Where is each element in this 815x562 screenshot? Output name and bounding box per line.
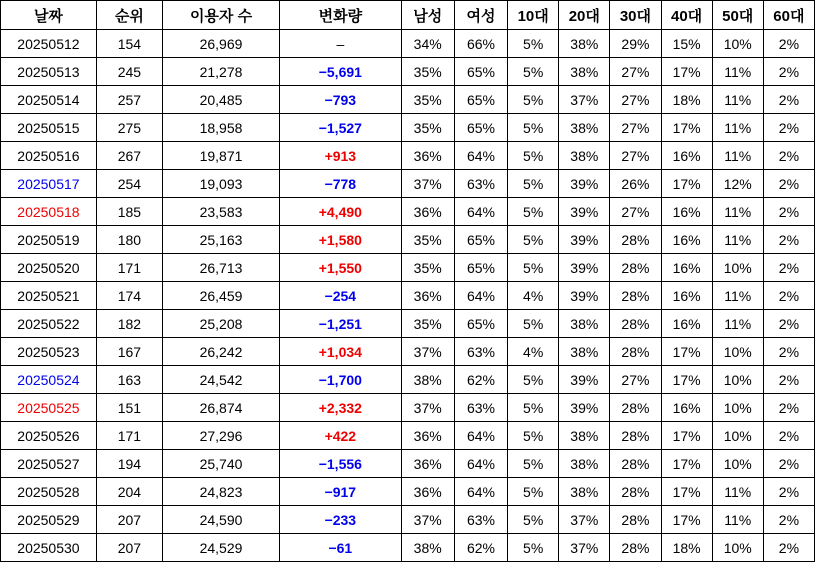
cell-male: 35% [401,226,454,254]
cell-age-60s: 2% [763,142,814,170]
cell-age-60s: 2% [763,114,814,142]
cell-age-30s: 28% [610,338,661,366]
table-row [1,170,815,198]
cell-age-60s: 2% [763,478,814,506]
cell-rank: 171 [96,254,162,282]
cell-change: −793 [280,86,401,114]
cell-age-50s: 11% [712,478,763,506]
table-row [1,282,815,310]
cell-female: 64% [454,142,507,170]
table-row [1,226,815,254]
cell-date: 20250522 [1,310,97,338]
cell-age-60s: 2% [763,338,814,366]
cell-age-60s: 2% [763,422,814,450]
cell-age-30s: 29% [610,30,661,58]
cell-users: 23,583 [162,198,279,226]
cell-age-50s: 11% [712,86,763,114]
cell-age-50s: 10% [712,534,763,562]
column-header-date: 날짜 [1,1,97,30]
cell-age-10s: 5% [508,534,559,562]
cell-age-30s: 27% [610,142,661,170]
cell-change: +913 [280,142,401,170]
cell-age-40s: 17% [661,366,712,394]
cell-age-20s: 37% [559,534,610,562]
cell-age-30s: 28% [610,394,661,422]
cell-age-30s: 26% [610,170,661,198]
cell-rank: 194 [96,450,162,478]
table-row [1,534,815,562]
cell-male: 35% [401,310,454,338]
cell-age-50s: 10% [712,366,763,394]
cell-age-30s: 28% [610,282,661,310]
cell-change: −1,700 [280,366,401,394]
cell-users: 25,740 [162,450,279,478]
cell-users: 26,969 [162,30,279,58]
column-header-age-60s: 60대 [763,1,814,30]
cell-change: −5,691 [280,58,401,86]
table-row [1,198,815,226]
cell-age-20s: 38% [559,142,610,170]
cell-age-30s: 27% [610,198,661,226]
cell-age-10s: 5% [508,58,559,86]
cell-male: 36% [401,198,454,226]
cell-female: 63% [454,506,507,534]
cell-date: 20250528 [1,478,97,506]
cell-age-10s: 4% [508,282,559,310]
cell-age-10s: 5% [508,310,559,338]
cell-age-60s: 2% [763,282,814,310]
cell-male: 37% [401,506,454,534]
cell-date: 20250513 [1,58,97,86]
cell-age-50s: 11% [712,198,763,226]
cell-change: −778 [280,170,401,198]
cell-age-10s: 5% [508,198,559,226]
cell-female: 64% [454,282,507,310]
cell-age-60s: 2% [763,506,814,534]
cell-age-40s: 16% [661,310,712,338]
cell-date: 20250520 [1,254,97,282]
cell-rank: 171 [96,422,162,450]
cell-date: 20250527 [1,450,97,478]
cell-female: 65% [454,114,507,142]
cell-age-10s: 5% [508,142,559,170]
cell-age-20s: 37% [559,506,610,534]
cell-male: 37% [401,394,454,422]
cell-age-10s: 5% [508,86,559,114]
cell-female: 64% [454,198,507,226]
table-row [1,394,815,422]
cell-age-40s: 18% [661,86,712,114]
cell-date: 20250517 [1,170,97,198]
cell-age-50s: 10% [712,394,763,422]
cell-rank: 185 [96,198,162,226]
cell-rank: 174 [96,282,162,310]
cell-age-30s: 28% [610,478,661,506]
cell-age-40s: 16% [661,198,712,226]
cell-age-40s: 16% [661,282,712,310]
cell-rank: 257 [96,86,162,114]
cell-users: 20,485 [162,86,279,114]
cell-male: 36% [401,282,454,310]
cell-change: +1,034 [280,338,401,366]
table-row [1,422,815,450]
cell-age-20s: 38% [559,422,610,450]
cell-female: 65% [454,254,507,282]
cell-male: 36% [401,478,454,506]
cell-users: 24,529 [162,534,279,562]
cell-age-60s: 2% [763,254,814,282]
cell-date: 20250519 [1,226,97,254]
cell-age-50s: 11% [712,142,763,170]
cell-age-10s: 5% [508,422,559,450]
cell-age-50s: 10% [712,450,763,478]
cell-age-40s: 18% [661,534,712,562]
table-row [1,478,815,506]
cell-change: −254 [280,282,401,310]
cell-date: 20250529 [1,506,97,534]
cell-age-30s: 27% [610,58,661,86]
cell-age-40s: 16% [661,394,712,422]
table-row [1,58,815,86]
cell-age-50s: 11% [712,310,763,338]
cell-female: 66% [454,30,507,58]
cell-age-20s: 39% [559,198,610,226]
cell-female: 64% [454,450,507,478]
cell-rank: 154 [96,30,162,58]
cell-age-60s: 2% [763,86,814,114]
cell-users: 26,713 [162,254,279,282]
cell-users: 24,590 [162,506,279,534]
cell-age-40s: 16% [661,142,712,170]
cell-change: +1,580 [280,226,401,254]
cell-users: 26,459 [162,282,279,310]
cell-change: +4,490 [280,198,401,226]
cell-male: 35% [401,114,454,142]
cell-age-20s: 38% [559,338,610,366]
cell-age-50s: 10% [712,338,763,366]
cell-female: 64% [454,422,507,450]
cell-rank: 180 [96,226,162,254]
cell-change: +422 [280,422,401,450]
column-header-age-30s: 30대 [610,1,661,30]
cell-age-10s: 5% [508,114,559,142]
cell-age-30s: 27% [610,114,661,142]
cell-age-40s: 17% [661,58,712,86]
cell-date: 20250512 [1,30,97,58]
cell-date: 20250521 [1,282,97,310]
cell-age-20s: 38% [559,58,610,86]
cell-date: 20250514 [1,86,97,114]
table-row [1,366,815,394]
cell-age-30s: 27% [610,86,661,114]
cell-female: 65% [454,58,507,86]
cell-male: 36% [401,450,454,478]
cell-age-20s: 38% [559,30,610,58]
cell-age-20s: 39% [559,254,610,282]
column-header-age-20s: 20대 [559,1,610,30]
cell-age-20s: 39% [559,366,610,394]
cell-age-60s: 2% [763,394,814,422]
cell-age-50s: 12% [712,170,763,198]
table-header [1,1,815,30]
cell-male: 35% [401,86,454,114]
cell-age-20s: 38% [559,450,610,478]
cell-users: 27,296 [162,422,279,450]
cell-age-50s: 11% [712,226,763,254]
cell-age-60s: 2% [763,30,814,58]
cell-rank: 151 [96,394,162,422]
cell-age-30s: 28% [610,310,661,338]
cell-date: 20250525 [1,394,97,422]
table-row [1,310,815,338]
cell-change: −61 [280,534,401,562]
cell-age-40s: 17% [661,450,712,478]
cell-age-40s: 16% [661,226,712,254]
cell-users: 24,823 [162,478,279,506]
column-header-age-10s: 10대 [508,1,559,30]
cell-change: −1,527 [280,114,401,142]
cell-change: −1,251 [280,310,401,338]
cell-age-30s: 28% [610,422,661,450]
cell-female: 64% [454,478,507,506]
cell-age-40s: 17% [661,422,712,450]
column-header-male: 남성 [401,1,454,30]
column-header-change: 변화량 [280,1,401,30]
cell-age-30s: 28% [610,226,661,254]
cell-male: 38% [401,366,454,394]
cell-age-30s: 28% [610,254,661,282]
cell-age-10s: 5% [508,478,559,506]
cell-male: 34% [401,30,454,58]
cell-age-10s: 5% [508,450,559,478]
cell-users: 26,242 [162,338,279,366]
table-row [1,142,815,170]
cell-rank: 163 [96,366,162,394]
cell-age-20s: 38% [559,114,610,142]
cell-change: +1,550 [280,254,401,282]
cell-rank: 182 [96,310,162,338]
table-row [1,86,815,114]
cell-age-60s: 2% [763,226,814,254]
cell-age-10s: 5% [508,394,559,422]
table-row [1,506,815,534]
cell-age-10s: 5% [508,254,559,282]
cell-age-60s: 2% [763,58,814,86]
cell-age-50s: 11% [712,114,763,142]
cell-change: +2,332 [280,394,401,422]
cell-male: 37% [401,170,454,198]
cell-age-40s: 15% [661,30,712,58]
cell-age-50s: 10% [712,422,763,450]
cell-users: 25,208 [162,310,279,338]
cell-female: 65% [454,310,507,338]
cell-age-40s: 17% [661,478,712,506]
cell-age-20s: 39% [559,394,610,422]
cell-male: 38% [401,534,454,562]
cell-age-20s: 38% [559,310,610,338]
cell-female: 62% [454,534,507,562]
cell-age-40s: 16% [661,254,712,282]
cell-age-30s: 27% [610,366,661,394]
cell-age-40s: 17% [661,506,712,534]
cell-age-10s: 5% [508,170,559,198]
cell-rank: 254 [96,170,162,198]
cell-age-10s: 5% [508,30,559,58]
table-row [1,254,815,282]
cell-rank: 245 [96,58,162,86]
cell-users: 19,871 [162,142,279,170]
cell-date: 20250515 [1,114,97,142]
cell-rank: 207 [96,534,162,562]
cell-users: 19,093 [162,170,279,198]
cell-age-10s: 5% [508,226,559,254]
cell-age-40s: 17% [661,170,712,198]
cell-change: −1,556 [280,450,401,478]
cell-female: 65% [454,86,507,114]
cell-age-20s: 39% [559,282,610,310]
cell-age-30s: 28% [610,450,661,478]
table-row [1,30,815,58]
cell-date: 20250523 [1,338,97,366]
cell-female: 63% [454,338,507,366]
cell-users: 21,278 [162,58,279,86]
cell-age-10s: 5% [508,366,559,394]
table-row [1,114,815,142]
cell-date: 20250518 [1,198,97,226]
cell-users: 18,958 [162,114,279,142]
cell-age-20s: 39% [559,226,610,254]
cell-change: – [280,30,401,58]
table-body [1,30,815,562]
cell-age-20s: 39% [559,170,610,198]
cell-age-20s: 37% [559,86,610,114]
cell-age-50s: 11% [712,506,763,534]
cell-male: 36% [401,142,454,170]
cell-male: 35% [401,58,454,86]
cell-female: 62% [454,366,507,394]
cell-date: 20250526 [1,422,97,450]
cell-age-50s: 11% [712,58,763,86]
cell-age-30s: 28% [610,534,661,562]
column-header-age-50s: 50대 [712,1,763,30]
cell-rank: 275 [96,114,162,142]
table-header-row [1,1,815,30]
cell-age-60s: 2% [763,534,814,562]
cell-age-60s: 2% [763,198,814,226]
cell-rank: 267 [96,142,162,170]
cell-users: 26,874 [162,394,279,422]
column-header-female: 여성 [454,1,507,30]
cell-age-60s: 2% [763,366,814,394]
column-header-age-40s: 40대 [661,1,712,30]
cell-age-60s: 2% [763,310,814,338]
cell-users: 25,163 [162,226,279,254]
cell-users: 24,542 [162,366,279,394]
cell-female: 63% [454,394,507,422]
cell-rank: 207 [96,506,162,534]
cell-female: 63% [454,170,507,198]
cell-age-50s: 11% [712,282,763,310]
cell-age-60s: 2% [763,170,814,198]
cell-change: −233 [280,506,401,534]
cell-rank: 204 [96,478,162,506]
cell-age-50s: 10% [712,254,763,282]
cell-date: 20250524 [1,366,97,394]
column-header-users: 이용자 수 [162,1,279,30]
cell-male: 35% [401,254,454,282]
table-row [1,450,815,478]
cell-female: 65% [454,226,507,254]
cell-date: 20250530 [1,534,97,562]
cell-change: −917 [280,478,401,506]
cell-age-50s: 10% [712,30,763,58]
cell-age-10s: 4% [508,338,559,366]
cell-age-20s: 38% [559,478,610,506]
cell-male: 36% [401,422,454,450]
cell-age-40s: 17% [661,338,712,366]
cell-age-60s: 2% [763,450,814,478]
cell-date: 20250516 [1,142,97,170]
cell-age-10s: 5% [508,506,559,534]
column-header-rank: 순위 [96,1,162,30]
cell-rank: 167 [96,338,162,366]
table-row [1,338,815,366]
cell-age-40s: 17% [661,114,712,142]
cell-age-30s: 28% [610,506,661,534]
cell-male: 37% [401,338,454,366]
